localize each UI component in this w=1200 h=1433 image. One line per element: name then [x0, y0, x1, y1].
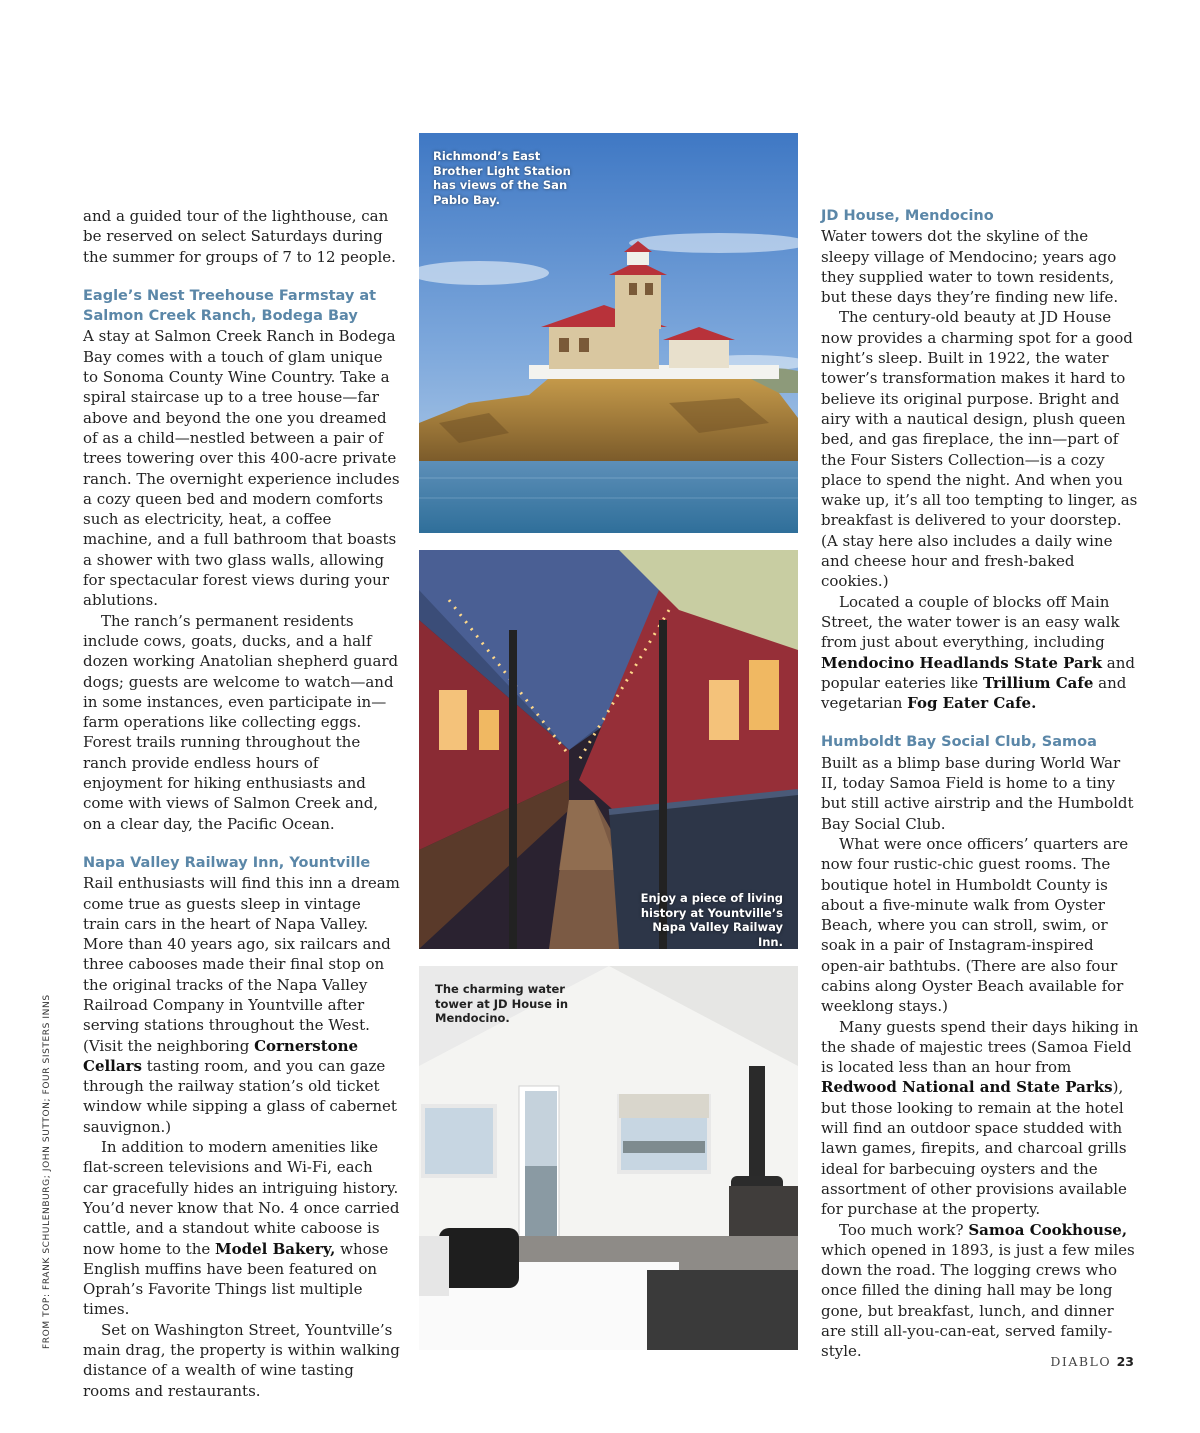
section-title-eagles-nest: Eagle’s Nest Treehouse Farmstay at Salmon Creek Ranch, Bodega Bay: [83, 287, 377, 325]
bold-venue-name: Fog Eater Cafe.: [907, 694, 1037, 713]
photo-credit: FROM TOP: FRANK SCHULENBURG; JOHN SUTTON; FOUR SISTERS INNS: [42, 994, 52, 1349]
body-paragraph: The ranch’s permanent residents include cows, goats, ducks, and a half dozen working Anatolian shepherd guard dogs; guests are welcome to watch—and in some instances, even participate in—farm operations like collecting eggs. Forest trails running throughout the ranch provide endless hours of enjoyment for hiking enthusiasts and come with views of Salmon Creek and, on a clear day, the Pacific Ocean.: [83, 611, 399, 833]
body-paragraph: and a guided tour of the lighthouse, can be reserved on select Saturdays during the summer for groups of 7 to 12 people.: [83, 207, 396, 266]
body-paragraph: Rail enthusiasts will find this inn a dream come true as guests sleep in vintage train cars in the heart of Napa Valley. More than 40 years ago, six railcars and three cabooses made their final stop on the original tracks of the Napa Valley Railroad Company in Yountville after serving stations throughout the West. (Visit the neighboring Cornerstone Cellars tasting room, and you can gaze through the railway station’s old ticket window while sipping a glass of cabernet sauvignon.): [83, 874, 400, 1136]
body-paragraph: A stay at Salmon Creek Ranch in Bodega Bay comes with a touch of glam unique to Sonoma County Wine Country. Take a spiral staircase up to a tree house—far above and beyond the one you dreamed of as a child—nestled between a pair of trees towering over this 400-acre private ranch. The overnight experience includes a cozy queen bed and modern comforts such as electricity, heat, a coffee machine, and a full bathroom that boasts a shower with two glass walls, allowing for spectacular forest views during your ablutions.: [83, 327, 400, 610]
right-column: [821, 206, 1139, 1362]
photo-caption: The charming water tower at JD House in Mendocino.: [435, 982, 569, 1025]
bold-venue-name: Model Bakery,: [215, 1239, 336, 1258]
body-paragraph: Located a couple of blocks off Main Street, the water tower is an easy walk from just about everything, including Mendocino Headlands State Park and popular eateries like Trillium Cafe and vegetarian Fog Eater Cafe.: [821, 592, 1135, 713]
left-column: [83, 206, 401, 1401]
magazine-name: DIABLO: [1050, 1354, 1112, 1369]
bold-venue-name: Cornerstone Cellars: [83, 1036, 359, 1075]
section-title-napa-valley: Napa Valley Railway Inn, Yountville: [83, 854, 371, 871]
section-title-humboldt-bay: Humboldt Bay Social Club, Samoa: [821, 734, 1097, 751]
body-paragraph: Built as a blimp base during World War II, today Samoa Field is home to a tiny but still active airstrip and the Humboldt Bay Social Club.: [821, 753, 1134, 833]
body-paragraph: In addition to modern amenities like flat-screen televisions and Wi-Fi, each car gracefully hides an intriguing history. You’d never know that No. 4 once carried cattle, and a standout white caboose is now home to the Model Bakery, whose English muffins have been featured on Oprah’s Favorite Things list multiple times.: [83, 1138, 400, 1319]
body-paragraph: Water towers dot the skyline of the sleepy village of Mendocino; years ago they supplied water to town residents, but these days they’re finding new life.: [821, 227, 1119, 307]
jd-house-photo: [419, 966, 798, 1350]
body-paragraph: Too much work? Samoa Cookhouse, which opened in 1893, is just a few miles down the road. The logging crews who once filled the dining hall may be long gone, but breakfast, lunch, and dinner are still all-you-can-eat, served family-style.: [821, 1220, 1135, 1361]
railway-illustration: [419, 550, 798, 949]
photo-caption: Richmond’s East Brother Light Station has views of the San Pablo Bay.: [433, 149, 571, 207]
body-paragraph: What were once officers’ quarters are now four rustic-chic guest rooms. The boutique hotel in Humboldt County is about a five-minute walk from Oyster Beach, where you can stroll, swim, or soak in a pair of Instagram-inspired open-air bathtubs. (There are also four cabins along Oyster Beach available for weeklong stays.): [821, 834, 1129, 1016]
bold-venue-name: Samoa Cookhouse,: [968, 1220, 1128, 1239]
bold-venue-name: Redwood National and State Parks: [821, 1078, 1113, 1097]
body-paragraph: Many guests spend their days hiking in the shade of majestic trees (Samoa Field is located less than an hour from Redwood National and State Parks), but those looking to remain at the hotel will find an outdoor space studded with lawn games, firepits, and charcoal grills ideal for barbecuing oysters and the assortment of other provisions available for purchase at the property.: [821, 1017, 1139, 1219]
section-title-jd-house: JD House, Mendocino: [821, 208, 994, 224]
railway-photo: [419, 550, 798, 949]
photo-caption: Enjoy a piece of living history at Yountville’s Napa Valley Railway Inn.: [640, 891, 783, 949]
body-paragraph: Set on Washington Street, Yountville’s main drag, the property is within walking distance of a wealth of wine tasting rooms and restaurants.: [83, 1320, 400, 1400]
page-number: 23: [1116, 1354, 1134, 1369]
lighthouse-photo: [419, 133, 798, 533]
body-paragraph: The century-old beauty at JD House now provides a charming spot for a good night’s sleep. Built in 1922, the water tower’s transformation makes it hard to believe its original purpose. Bright and airy with a nautical design, plush queen bed, and gas fireplace, the inn—part of the Four Sisters Collection—is a cozy place to spend the night. And when you wake up, it’s all too tempting to linger, as breakfast is delivered to your doorstep. (A stay here also includes a daily wine and cheese hour and fresh-baked cookies.): [821, 308, 1138, 591]
bold-venue-name: Mendocino Headlands State Park: [821, 653, 1102, 672]
page-folio: [1050, 1354, 1134, 1369]
bold-venue-name: Trillium Cafe: [982, 673, 1094, 692]
